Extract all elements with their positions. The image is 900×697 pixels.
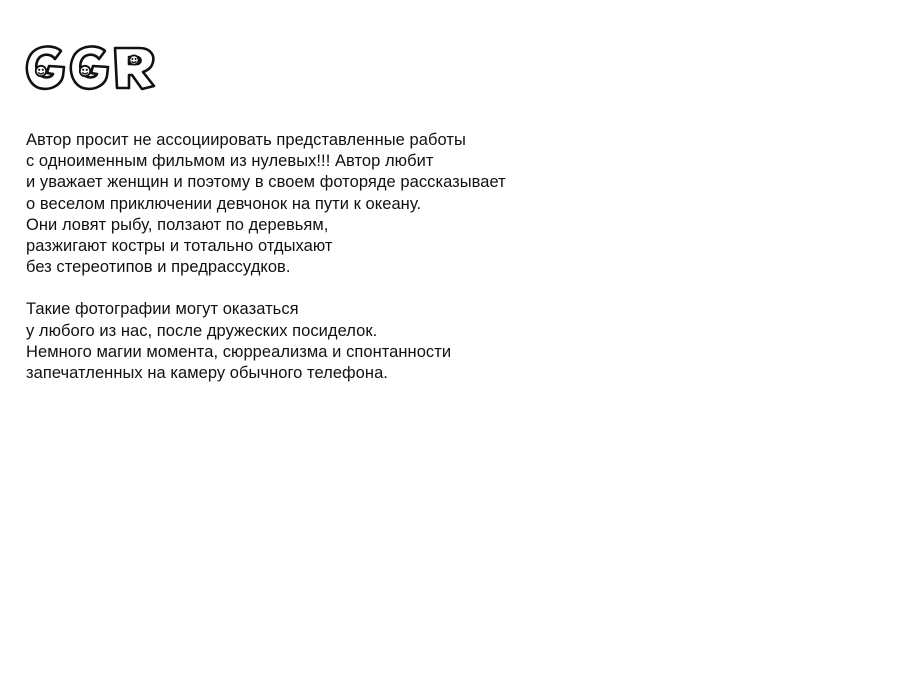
description-line: о веселом приключении девчонок на пути к океану.	[26, 194, 422, 213]
ggr-logo-icon	[25, 42, 157, 92]
description-line: с одноименным фильмом из нулевых!!! Автор любит	[26, 152, 434, 171]
description-line: запечатленных на камеру обычного телефона.	[26, 364, 388, 383]
description-line: и уважает женщин и поэтому в своем фоторяде рассказывает	[26, 173, 506, 192]
description-line: у любого из нас, после дружеских посиделок.	[26, 321, 378, 340]
description-paragraph	[26, 299, 726, 384]
description-line: без стереотипов и предрассудков.	[26, 258, 291, 277]
description-line: Они ловят рыбу, ползают по деревьям,	[26, 215, 329, 234]
description-line: Немного магии момента, сюрреализма и спонтанности	[26, 342, 452, 361]
description-line: разжигают костры и тотально отдыхают	[26, 237, 333, 256]
description-line: Такие фотографии могут оказаться	[26, 300, 299, 319]
description-text	[26, 130, 726, 384]
description-paragraph	[26, 130, 726, 278]
ggr-logo[interactable]	[25, 42, 157, 92]
description-line: Автор просит не ассоциировать представленные работы	[26, 131, 466, 149]
